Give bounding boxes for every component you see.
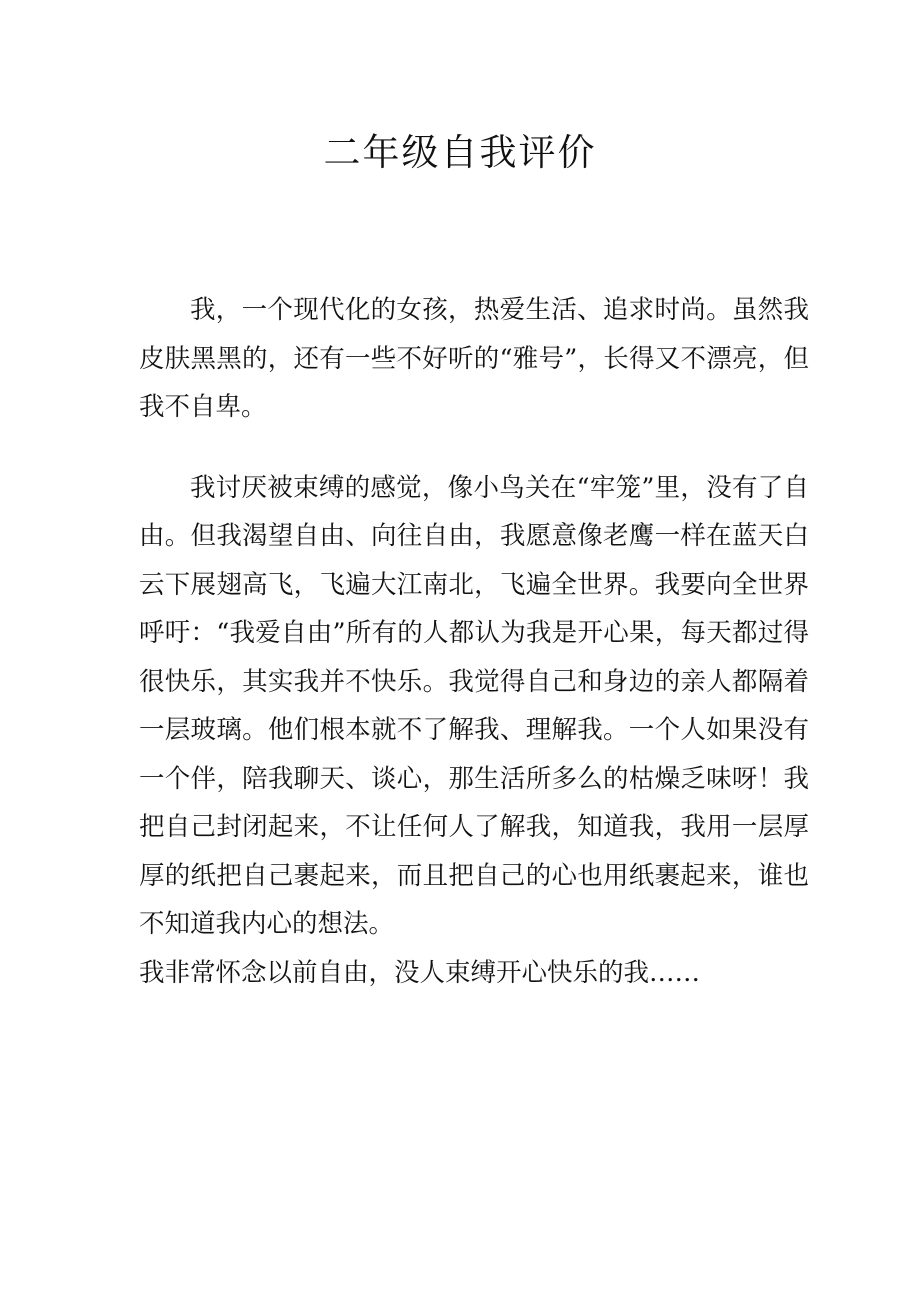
paragraph-closing: 我非常怀念以前自由，没人束缚开心快乐的我……: [139, 957, 701, 988]
document-body: [139, 286, 809, 997]
document-title: 二年级自我评价: [323, 131, 597, 174]
paragraph-main: 我讨厌被束缚的感觉，像小鸟关在“牢笼”里，没有了自由。但我渴望自由、向往自由，我愿意像老鹰一样在蓝天白云下展翅高飞，飞遍大江南北，飞遍全世界。我要向全世界呼吁：“我爱自由”所有的人都认为我是开心果，每天都过得很快乐，其实我并不快乐。我觉得自己和身边的亲人都隔着一层玻璃。他们根本就不了解我、理解我。一个人如果没有一个伴，陪我聊天、谈心，那生活所多么的枯燥乏味呀！我把自己封闭起来，不让任何人了解我，知道我，我用一层厚厚的纸把自己裹起来，而且把自己的心也用纸裹起来，谁也不知道我内心的想法。: [139, 472, 809, 939]
paragraph-intro: 我，一个现代化的女孩，热爱生活、追求时尚。虽然我皮肤黑黑的，还有一些不好听的“雅号”，长得又不漂亮，但我不自卑。: [139, 295, 809, 422]
